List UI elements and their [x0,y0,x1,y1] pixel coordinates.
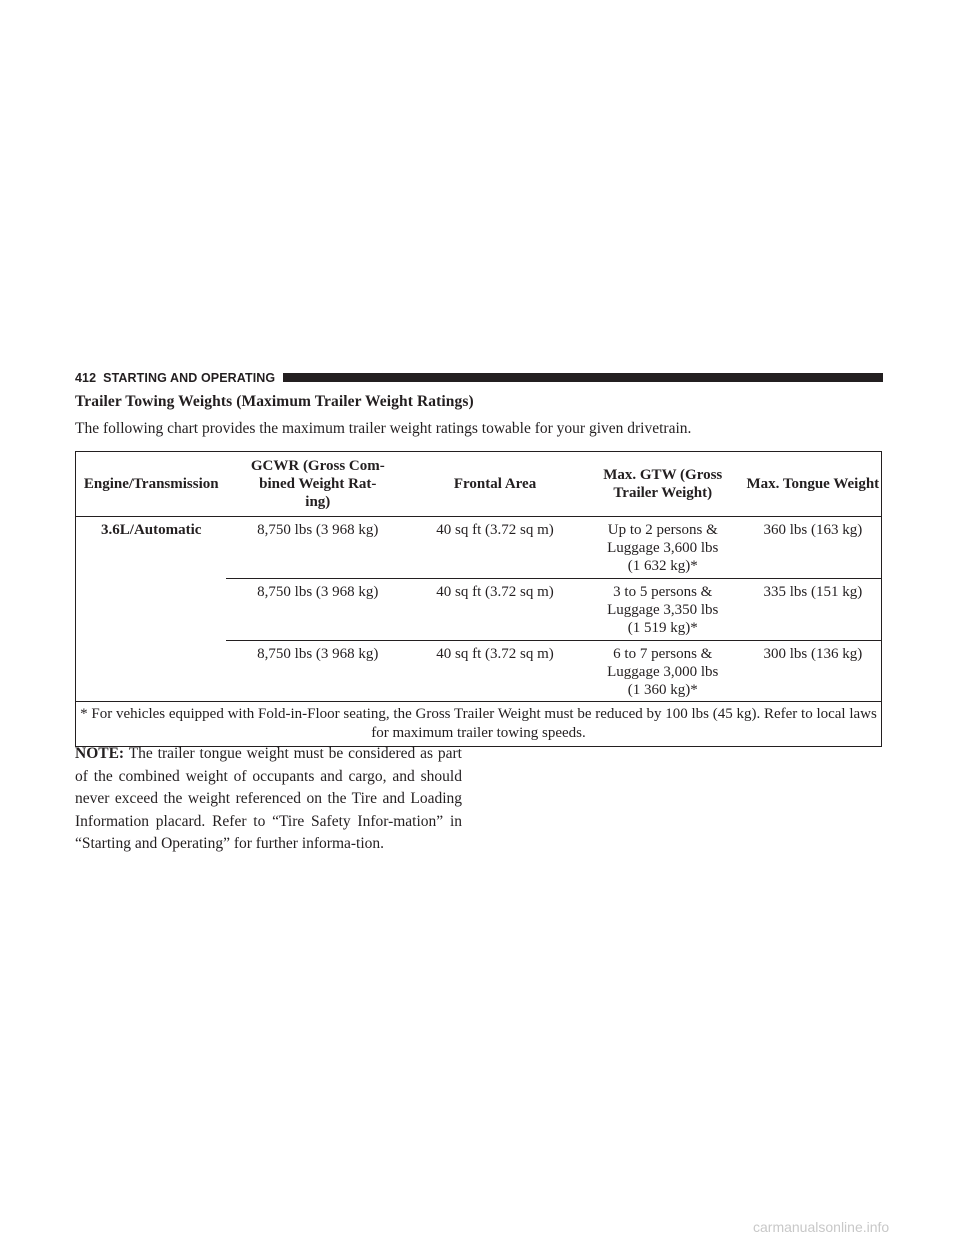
header-rule [283,373,883,382]
frontal-area-cell: 40 sq ft (3.72 sq m) [409,579,581,641]
section-title: STARTING AND OPERATING [103,370,276,385]
tongue-cell: 360 lbs (163 kg) [745,517,882,579]
column-header-gcwr [226,452,409,517]
page-heading: Trailer Towing Weights (Maximum Trailer Weight Ratings) [75,393,474,410]
gcwr-header-line-1: GCWR (Gross Com- [250,458,385,474]
table-header-row [76,452,882,517]
gtw-cell [581,579,745,641]
gtw-line: Luggage 3,000 lbs [607,664,719,680]
gcwr-header-line-2: bined Weight Rat- [259,476,377,492]
gtw-header-line-1: Max. GTW (Gross [603,467,723,483]
gtw-cell [581,517,745,579]
tongue-cell: 335 lbs (151 kg) [745,579,882,641]
gtw-line: (1 632 kg)* [627,558,698,574]
column-header-frontal-area: Frontal Area [409,452,581,517]
engine-cell: 3.6L/Automatic [76,517,227,702]
gcwr-cell: 8,750 lbs (3 968 kg) [226,579,409,641]
table-footnote: * For vehicles equipped with Fold-in-Floor seating, the Gross Trailer Weight must be reduced by 100 lbs (45 kg). Refer to local laws for maximum trailer towing speeds. [76,702,882,747]
gtw-line: (1 360 kg)* [627,682,698,698]
table-footnote-row [76,702,882,747]
table-body [76,517,882,702]
frontal-area-cell: 40 sq ft (3.72 sq m) [409,641,581,702]
note-paragraph [75,743,462,856]
gtw-cell [581,641,745,702]
column-header-engine: Engine/Transmission [76,452,227,517]
frontal-area-cell: 40 sq ft (3.72 sq m) [409,517,581,579]
gtw-line: Luggage 3,600 lbs [607,540,719,556]
gtw-header-line-2: Trailer Weight) [613,485,713,501]
trailer-weight-table [75,451,882,747]
page-header [75,370,883,385]
gtw-line: Luggage 3,350 lbs [607,602,719,618]
note-text: The trailer tongue weight must be considered as part of the combined weight of occupants and cargo, and should never exceed the weight referenced on the Tire and Loading Information placard. Refer to “Tire Safety Infor-mation” in “Starting and Operating” for further informa-tion. [75,745,462,852]
page-number: 412 [75,370,97,385]
site-watermark: carmanualsonline.info [753,1219,890,1235]
note-label: NOTE: [75,745,125,762]
gtw-line: (1 519 kg)* [627,620,698,636]
gcwr-cell: 8,750 lbs (3 968 kg) [226,517,409,579]
gtw-line: 6 to 7 persons & [613,646,713,662]
column-header-gtw [581,452,745,517]
intro-paragraph: The following chart provides the maximum trailer weight ratings towable for your given drivetrain. [75,420,692,437]
gcwr-cell: 8,750 lbs (3 968 kg) [226,641,409,702]
tongue-cell: 300 lbs (136 kg) [745,641,882,702]
table-row [76,517,882,579]
gcwr-header-line-3: ing) [305,494,331,510]
gtw-line: 3 to 5 persons & [613,584,713,600]
column-header-tongue: Max. Tongue Weight [745,452,882,517]
gtw-line: Up to 2 persons & [607,522,718,538]
